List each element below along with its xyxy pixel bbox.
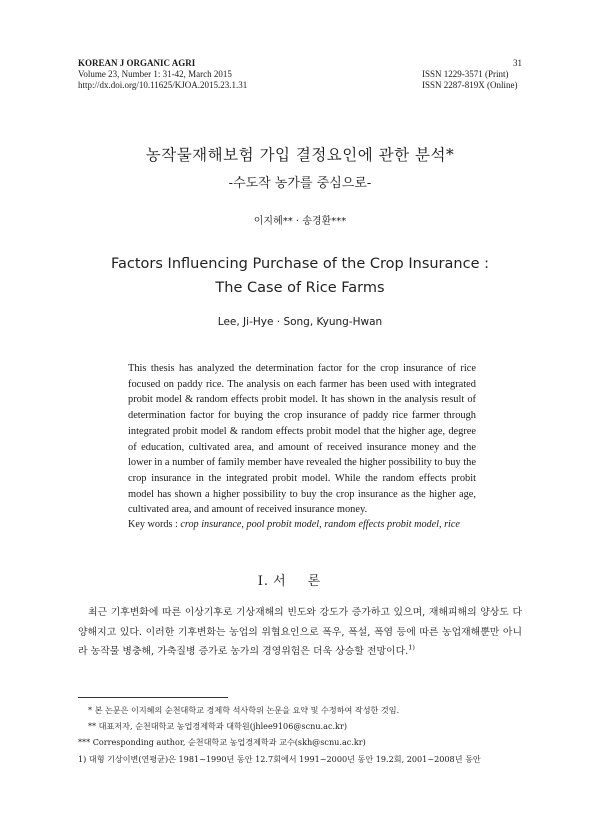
journal-header	[78, 58, 247, 91]
english-title-line1: Factors Influencing Purchase of the Crop Insurance :	[111, 256, 489, 272]
section-title: 서론	[273, 574, 343, 589]
page-number: 31	[513, 58, 522, 68]
footnote-2: ** 대표저자, 순천대학교 농업경제학과 대학원(jhlee9106@scnu.ac.kr)	[88, 721, 347, 732]
issn-online: ISSN 2287-819X (Online)	[422, 80, 518, 90]
volume-info: Volume 23, Number 1: 31-42, March 2015	[78, 69, 232, 79]
journal-name: KOREAN J ORGANIC AGRI	[78, 58, 196, 68]
issn-print: ISSN 1229-3571 (Print)	[422, 69, 509, 79]
keywords-list: crop insurance, pool probit model, random effects probit model, rice	[180, 519, 460, 530]
footnote-ref[interactable]: 1)	[408, 643, 415, 652]
abstract: This thesis has analyzed the determination factor for the crop insurance of rice focused on paddy rice. The analysis on each farmer has been used with integrated probit model & random effects probit model. It has shown in the analysis result of determination factor for buying the crop insurance of paddy rice farmer through integrated probit model & random effects probit model that the higher age, degree of education, cultivated area, and amount of received insurance money and the lower in a number of family member have revealed the higher possibility to buy the crop insurance in the integrated probit model. While the random effects probit model has shown a higher possibility to buy the crop insurance as the higher age, cultivated area, and amount of received insurance money.	[128, 363, 476, 516]
keywords	[128, 519, 488, 530]
english-authors: Lee, Ji-Hye · Song, Kyung-Hwan	[217, 316, 383, 328]
keywords-label: Key words :	[128, 519, 181, 530]
section-number: Ⅰ.	[257, 574, 270, 589]
body-text: 최근 기후변화에 따른 이상기후로 기상재해의 빈도와 강도가 증가하고 있으며, 재해피해의 양상도 다양해지고 있다. 이러한 기후변화는 농업의 위협요인으로 폭우, 폭설, 폭염 등에 따른 농업재해뿐만 아니라 농작물 병충해, 가축질병 증가로 농가의 경영위험은 더욱 상승할 전망이다.	[78, 607, 522, 657]
footnote-divider	[78, 697, 228, 698]
korean-subtitle: -수도작 농가를 중심으로-	[228, 176, 372, 191]
footnote-3: *** Corresponding author, 순천대학교 농업경제학과 교수(skh@scnu.ac.kr)	[78, 737, 366, 748]
footnotes	[78, 702, 538, 767]
section-heading	[0, 570, 600, 589]
korean-authors: 이지혜** · 송경환***	[253, 216, 347, 227]
footnote-1: * 본 논문은 이지혜의 순천대학교 경제학 석사학위 논문을 요약 및 수정하여 작성한 것임.	[88, 705, 400, 715]
issn-block	[422, 69, 518, 91]
body-paragraph	[78, 603, 522, 662]
korean-title: 농작물재해보험 가입 결정요인에 관한 분석*	[145, 146, 455, 164]
english-title	[0, 252, 600, 300]
english-title-line2: The Case of Rice Farms	[215, 280, 385, 296]
doi-link[interactable]: http://dx.doi.org/10.11625/KJOA.2015.23.1.31	[78, 80, 248, 90]
footnote-4: 1) 대형 기상이변(연평균)은 1981~1990년 동안 12.7회에서 1991~2000년 동안 19.2회, 2001~2008년 동안	[78, 753, 481, 764]
